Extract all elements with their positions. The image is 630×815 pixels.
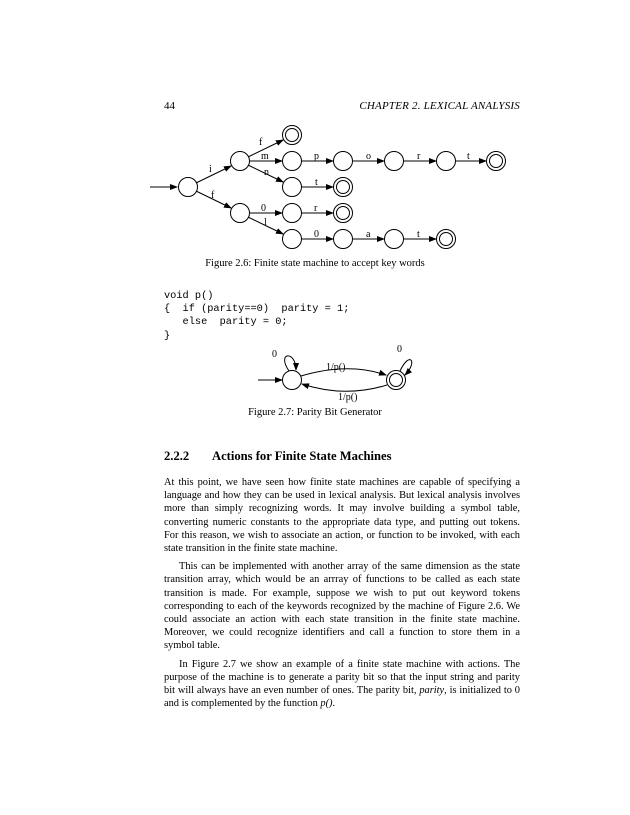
code-line: { if (parity==0) parity = 1;: [164, 303, 350, 316]
paragraph-1: At this point, we have seen how finite state machines are capable of specifying a language and how they can be used in lexical analysis. But lexical analysis involves more than simply recognizing words. It may involve building a symbol table, converting numeric constants to the appropriate data type, and putting out tokens. For this reason, we wish to associate an action, or function to be invoked, with each state transition in the finite state machine.: [164, 477, 520, 555]
paragraph-2: This can be implemented with another array of the same dimension as the state transition array, which would be an arrray of functions to be called as each state transition is made. For example, suppose we wish to put out keyword tokens corresponding to each of the keywords recognized by the machine of Figure 2.6. We could associate an action with each state transition in the finite state machine. Moreover, we could recognize identifiers and call a function to store them in a symbol table.: [164, 561, 520, 652]
edge-odd-to-even: [302, 384, 387, 391]
state-fo: [283, 204, 302, 223]
state-f: [231, 204, 250, 223]
label-bottom-edge: 1/p(): [338, 392, 358, 403]
label-m: m: [261, 151, 269, 162]
label-o: o: [366, 151, 371, 162]
label-a: a: [366, 229, 371, 240]
label-t1: t: [467, 151, 470, 162]
state-imp: [334, 152, 353, 171]
label-t2: t: [315, 177, 318, 188]
label-0-fo: 0: [261, 203, 266, 214]
code-block: [164, 290, 349, 343]
loop-even: [285, 356, 296, 371]
running-header-title: CHAPTER 2. LEXICAL ANALYSIS: [359, 100, 520, 112]
label-f-upper: f: [259, 137, 263, 148]
state-even: [283, 371, 302, 390]
state-impo: [385, 152, 404, 171]
label-r2: r: [314, 203, 318, 214]
paragraph-3: In Figure 2.7 we show an example of a finite state machine with actions. The purpose of the machine is to generate a parity bit so that the input string and parity bit will always have an even number of ones. The parity bit, parity, is initialized to 0 and is complemented by the function p().: [164, 658, 520, 710]
section-heading: [164, 449, 392, 464]
label-loop-right: 0: [397, 344, 402, 355]
body-text: [164, 476, 520, 715]
label-l: l: [264, 217, 267, 228]
state-impor: [437, 152, 456, 171]
section-title: Actions for Finite State Machines: [212, 449, 392, 463]
code-line: else parity = 0;: [164, 316, 288, 329]
label-r1: r: [417, 151, 421, 162]
code-line: void p(): [164, 290, 214, 302]
figure-2-7-caption: Figure 2.7: Parity Bit Generator: [248, 407, 382, 418]
state-fl: [283, 230, 302, 249]
label-0-lo: 0: [314, 229, 319, 240]
figure-2-6-caption: Figure 2.6: Finite state machine to accept key words: [205, 258, 425, 269]
page-number: 44: [164, 100, 175, 112]
label-top-edge: 1/p(): [326, 362, 346, 373]
label-t3: t: [417, 229, 420, 240]
state-floa: [385, 230, 404, 249]
state-i: [231, 152, 250, 171]
state-in: [283, 178, 302, 197]
state-start: [179, 178, 198, 197]
code-line: }: [164, 329, 171, 342]
state-flo: [334, 230, 353, 249]
section-number: 2.2.2: [164, 449, 190, 463]
label-i: i: [209, 164, 212, 175]
state-im: [283, 152, 302, 171]
label-n: n: [264, 167, 269, 178]
edge-i: [196, 166, 231, 183]
label-f-lower: f: [211, 190, 215, 201]
label-p: p: [314, 151, 319, 162]
label-loop-left: 0: [272, 349, 277, 360]
